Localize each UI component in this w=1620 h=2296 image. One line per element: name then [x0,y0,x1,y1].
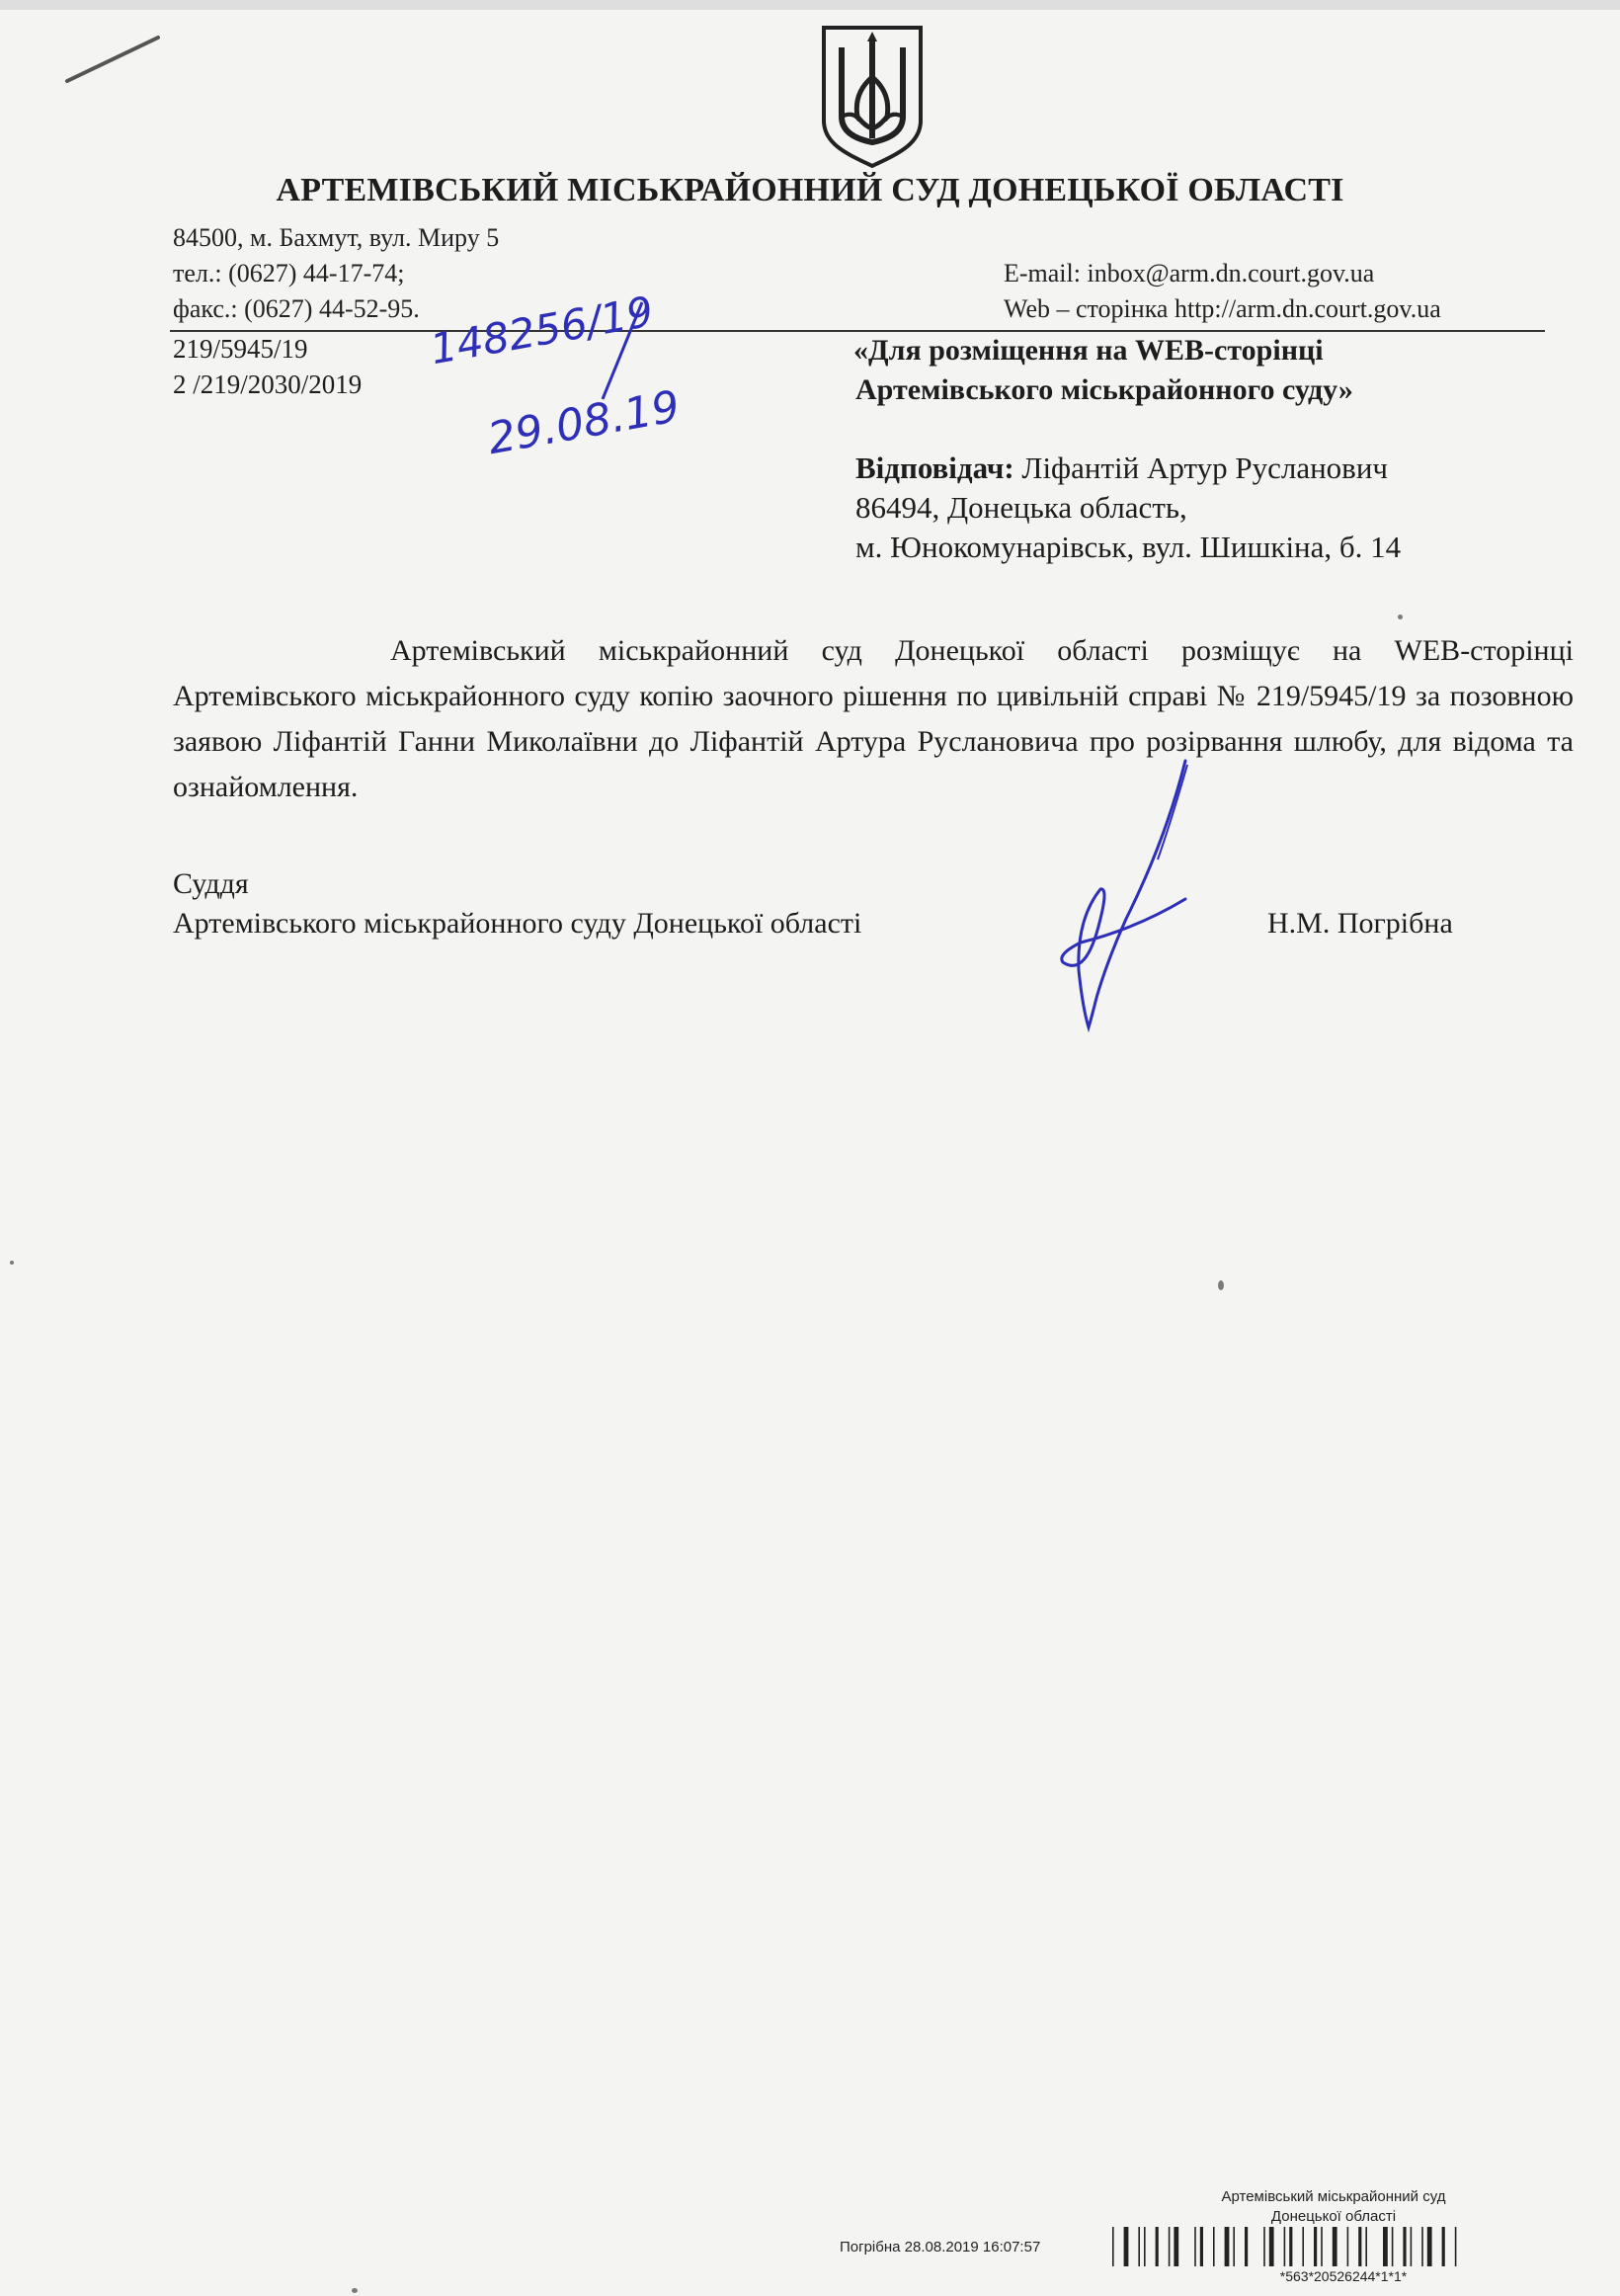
barcode-bar [1213,2227,1215,2266]
barcode-bar [1233,2227,1235,2266]
scan-speck [352,2288,358,2293]
barcode-bar [1411,2227,1413,2266]
recipient-label: Відповідач: [855,451,1014,485]
court-name: АРТЕМІВСЬКИЙ МІСЬКРАЙОННИЙ СУД ДОНЕЦЬКОЇ ОБЛАСТІ [276,172,1344,208]
barcode-bar [1442,2227,1445,2266]
signature-title: Суддя [173,867,249,900]
barcode-bar [1347,2227,1349,2266]
barcode-bar [1421,2227,1423,2266]
recipient-address-line2: м. Юнокомунарівськ, вул. Шишкіна, б. 14 [855,530,1402,564]
barcode-bar [1284,2227,1286,2266]
barcode-bar [1455,2227,1457,2266]
barcode-bar [1427,2227,1432,2266]
trident-coat-of-arms-icon [818,22,927,170]
barcode-bar [1383,2227,1388,2266]
barcode-text: *563*20526244*1*1* [1279,2268,1408,2284]
handwritten-slash [593,296,652,405]
barcode-bar [1144,2227,1146,2266]
barcode-bar [1321,2227,1323,2266]
court-phone: тел.: (0627) 44-17-74; [173,259,405,287]
barcode-bar [1269,2227,1274,2266]
court-email: E-mail: inbox@arm.dn.court.gov.ua [1004,259,1375,287]
court-web: Web – сторінка http://arm.dn.court.gov.ua [1004,294,1441,323]
barcode-bar [1138,2227,1140,2266]
barcode-bar [1358,2227,1361,2266]
barcode-bar [1194,2227,1196,2266]
barcode-bar [1245,2227,1248,2266]
proceeding-number: 2 /219/2030/2019 [173,369,363,399]
court-address: 84500, м. Бахмут, вул. Миру 5 [173,223,500,252]
barcode-bar [1112,2227,1114,2266]
scan-speck [1218,1280,1224,1290]
barcode-bar [1200,2227,1203,2266]
barcode-bar [1365,2227,1367,2266]
scan-mark-stroke [59,30,168,89]
recipient-line [855,451,1388,486]
barcode-bar [1289,2227,1292,2266]
barcode-bar [1403,2227,1406,2266]
handwritten-registration-date: 29.08.19 [484,380,684,465]
scan-speck [10,1261,14,1265]
header-rule [170,330,1545,332]
barcode-bar [1314,2227,1317,2266]
signature-court: Артемівського міськрайонного суду Донецької області [173,907,862,940]
recipient-name: Ліфантій Артур Русланович [1021,451,1388,485]
stamp-court-line1: Артемівський міськрайонний суд [1221,2188,1446,2205]
scan-speck [1398,615,1403,619]
barcode-bar [1392,2227,1394,2266]
handwritten-registration-number: 148256/19 [427,287,657,374]
case-number: 219/5945/19 [173,334,308,364]
barcode-bar [1124,2227,1129,2266]
stamp-court-line2: Донецької області [1270,2208,1397,2225]
notice-heading-line2: Артемівського міськрайонного суду» [855,373,1353,406]
recipient-address-line1: 86494, Донецька область, [855,490,1187,525]
stamp-court [1116,2187,1551,2227]
barcode-bar [1174,2227,1178,2266]
notice-body: Артемівський міськрайонний суд Донецької області розміщує на WEB-сторінці Артемівського міськрайонного суду копію заочного рішення по цивільній справі № 219/5945/19 за позовною заявою Ліфантій Ганни Миколаївни до Ліфантій Артура Руслановича про розірвання шлюбу, для відома та ознайомлення. [173,634,1574,803]
barcode-bar [1263,2227,1265,2266]
court-fax: факс.: (0627) 44-52-95. [173,294,420,323]
barcode [1110,2225,1584,2268]
barcode-bar [1302,2227,1304,2266]
barcode-bar [1225,2227,1230,2266]
barcode-bar [1169,2227,1171,2266]
barcode-bar [1333,2227,1337,2266]
scan-top-edge [0,0,1620,10]
handwritten-signature [1017,751,1255,1047]
stamp-registration-meta: Погрібна 28.08.2019 16:07:57 [840,2239,1041,2255]
barcode-bar [1156,2227,1159,2266]
notice-heading-line1: «Для розміщення на WEB-сторінці [853,334,1324,367]
judge-name: Н.М. Погрібна [1267,907,1453,940]
